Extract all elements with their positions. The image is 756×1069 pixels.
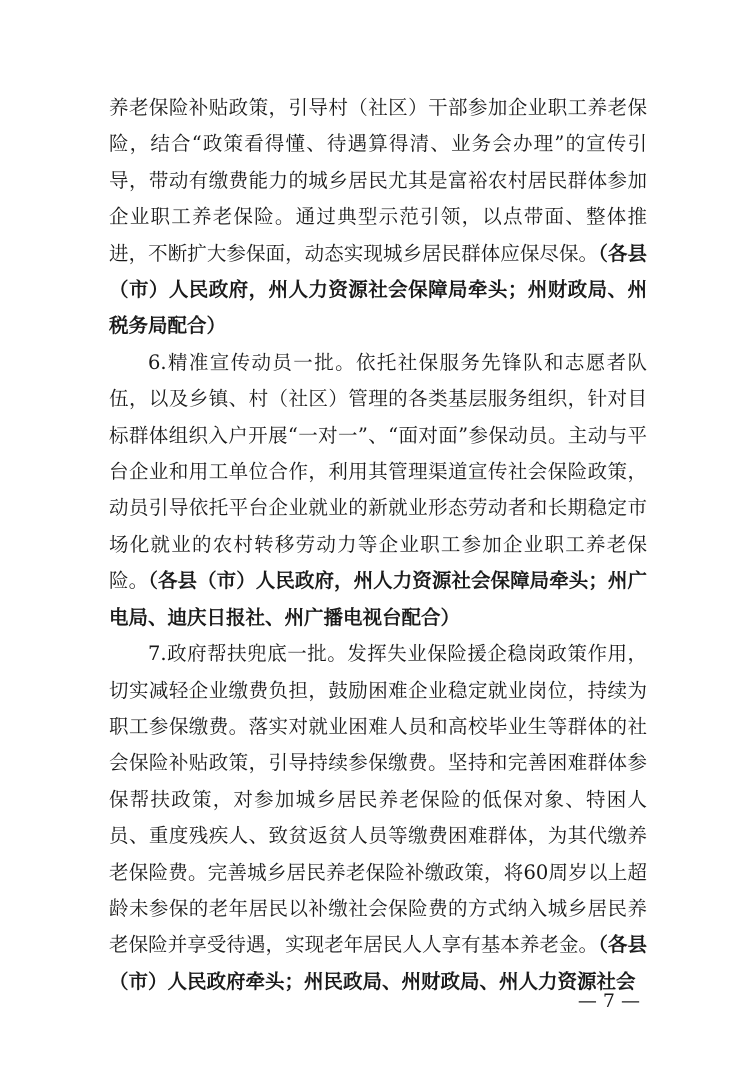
document-body	[109, 90, 647, 1000]
page-number: — 7 —	[577, 990, 640, 1012]
paragraph-item-6	[109, 345, 647, 636]
paragraph-continuation	[109, 90, 647, 345]
paragraph-text: 6.精准宣传动员一批。依托社保服务先锋队和志愿者队伍，以及乡镇、村（社区）管理的各类基层服务组织，针对目标群体组织入户开展“一对一”、“面对面”参保动员。主动与平台企业和用工单位合作，利用其管理渠道宣传社会保险政策，动员引导依托平台企业就业的新就业形态劳动者和长期稳定市场化就业的农村转移劳动力等企业职工参加企业职工养老保险。	[109, 350, 647, 593]
paragraph-item-7	[109, 636, 647, 1000]
paragraph-text: 7.政府帮扶兜底一批。发挥失业保险援企稳岗政策作用，切实减轻企业缴费负担，鼓励困难企业稳定就业岗位，持续为职工参保缴费。落实对就业困难人员和高校毕业生等群体的社会保险补贴政策，引导持续参保缴费。坚持和完善困难群体参保帮扶政策，对参加城乡居民养老保险的低保对象、特困人员、重度残疾人、致贫返贫人员等缴费困难群体，为其代缴养老保险费。完善城乡居民养老保险补缴政策，将60周岁以上超龄未参保的老年居民以补缴社会保险费的方式纳入城乡居民养老保险并享受待遇，实现老年居民人人享有基本养老金。	[109, 642, 647, 957]
responsible-units-note: （各县（市）人民政府，州人力资源社会保障局牵头；州财政局、州税务局配合）	[109, 241, 647, 338]
paragraph-text: 养老保险补贴政策，引导村（社区）干部参加企业职工养老保险，结合“政策看得懂、待遇算得清、业务会办理”的宣传引导，带动有缴费能力的城乡居民尤其是富裕农村居民群体参加企业职工养老保险。通过典型示范引领，以点带面、整体推进，不断扩大参保面，动态实现城乡居民群体应保尽保。	[109, 96, 647, 265]
responsible-units-note: （各县（市）人民政府，州人力资源社会保障局牵头；州广电局、迪庆日报社、州广播电视台配合）	[109, 569, 647, 629]
responsible-units-note: （各县（市）人民政府牵头；州民政局、州财政局、州人力资源社会	[109, 933, 647, 993]
